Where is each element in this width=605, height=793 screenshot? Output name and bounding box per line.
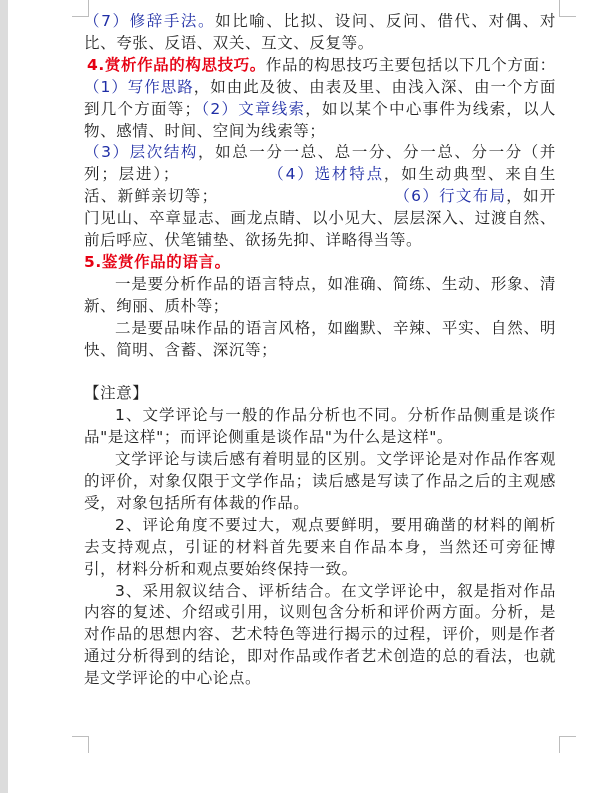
label-layer-structure: （3）层次结构 xyxy=(84,143,199,162)
paragraph-language-style: 二是要品味作品的语言风格，如幽默、辛辣、平实、自然、明快、简明、含蓄、深沉等； xyxy=(84,318,556,359)
paragraph-layers xyxy=(84,142,556,252)
text-structure-intro: 作品的构思技巧主要包括以下几个方面： xyxy=(265,55,556,74)
paragraph-structure-heading xyxy=(84,55,556,77)
note-paragraph-1: 1、文学评论与一般的作品分析也不同。分析作品侧重是谈作品"是这样"；而评论侧重是谈作品"为什么是这样"。 xyxy=(84,406,556,447)
label-rhetoric: （7）修辞手法。 xyxy=(84,12,216,30)
paragraph-rhetoric xyxy=(84,11,556,55)
text-material-selection: ，如生动典型、来自生活、新鲜亲切等； xyxy=(84,165,556,206)
notes-heading: 【注意】 xyxy=(84,384,149,403)
crop-mark-bottom-left xyxy=(72,736,89,753)
paragraph-language-features: 一是要分析作品的语言特点，如准确、简练、生动、形象、清新、绚丽、质朴等； xyxy=(84,274,556,315)
text-rhetoric: 如比喻、比拟、设问、反问、借代、对偶、对比、夸张、反语、双关、互文、反复等。 xyxy=(84,12,556,52)
heading-structure-techniques: 4.赏析作品的构思技巧。 xyxy=(87,55,266,74)
document-body[interactable] xyxy=(84,11,556,690)
blank-line xyxy=(84,362,556,384)
text-article-clue: ，如以某个中心事件为线索，以人物、感情、时间、空间为线索等； xyxy=(84,99,557,140)
label-writing-approach: （1）写作思路 xyxy=(84,77,194,96)
note-paragraph-3: 2、评论角度不要过大，观点要鲜明，要用确凿的材料的阐析去支持观点，引证的材料首先要来自作品本身，当然还可旁征博引，材料分析和观点要始终保持一致。 xyxy=(84,515,556,578)
crop-mark-top-right xyxy=(559,0,576,17)
crop-mark-bottom-right xyxy=(559,736,576,753)
window-gutter xyxy=(0,0,8,793)
heading-language: 5.鉴赏作品的语言。 xyxy=(84,252,231,271)
note-paragraph-4: 3、采用叙议结合、评析结合。在文学评论中，叙是指对作品内容的复述、介绍或引用，议则包含分析和评价两方面。分析，是对作品的思想内容、艺术特色等进行揭示的过程，评价，则是作者通过分析得到的结论，即对作品或作者艺术创造的总的看法，也就是文学评论的中心论点。 xyxy=(84,581,556,688)
text-writing-approach: ，如由此及彼、由表及里、由浅入深、由一个方面到几个方面等； xyxy=(84,77,557,118)
label-layout: （6）行文布局 xyxy=(393,187,507,206)
text-layout: ，如开门见山、卒章显志、画龙点睛、以小见大、层层深入、过渡自然、前后呼应、伏笔铺垫、欲扬先抑、详略得当等。 xyxy=(84,187,556,250)
note-paragraph-2: 文学评论与读后感有着明显的区别。文学评论是对作品作客观的评价，对象仅限于文学作品；读后感是写读了作品之后的主观感受，对象包括所有体裁的作品。 xyxy=(84,450,556,512)
paragraph-writing-approach xyxy=(84,77,556,143)
label-material-selection: （4）选材特点 xyxy=(267,165,384,184)
paragraph-language-heading xyxy=(84,252,556,274)
label-article-clue: （2）文章线索 xyxy=(200,99,306,118)
text-layer-structure: ，如总一分一总、总一分、分一总、分一分（并列；层进）； xyxy=(84,143,557,184)
